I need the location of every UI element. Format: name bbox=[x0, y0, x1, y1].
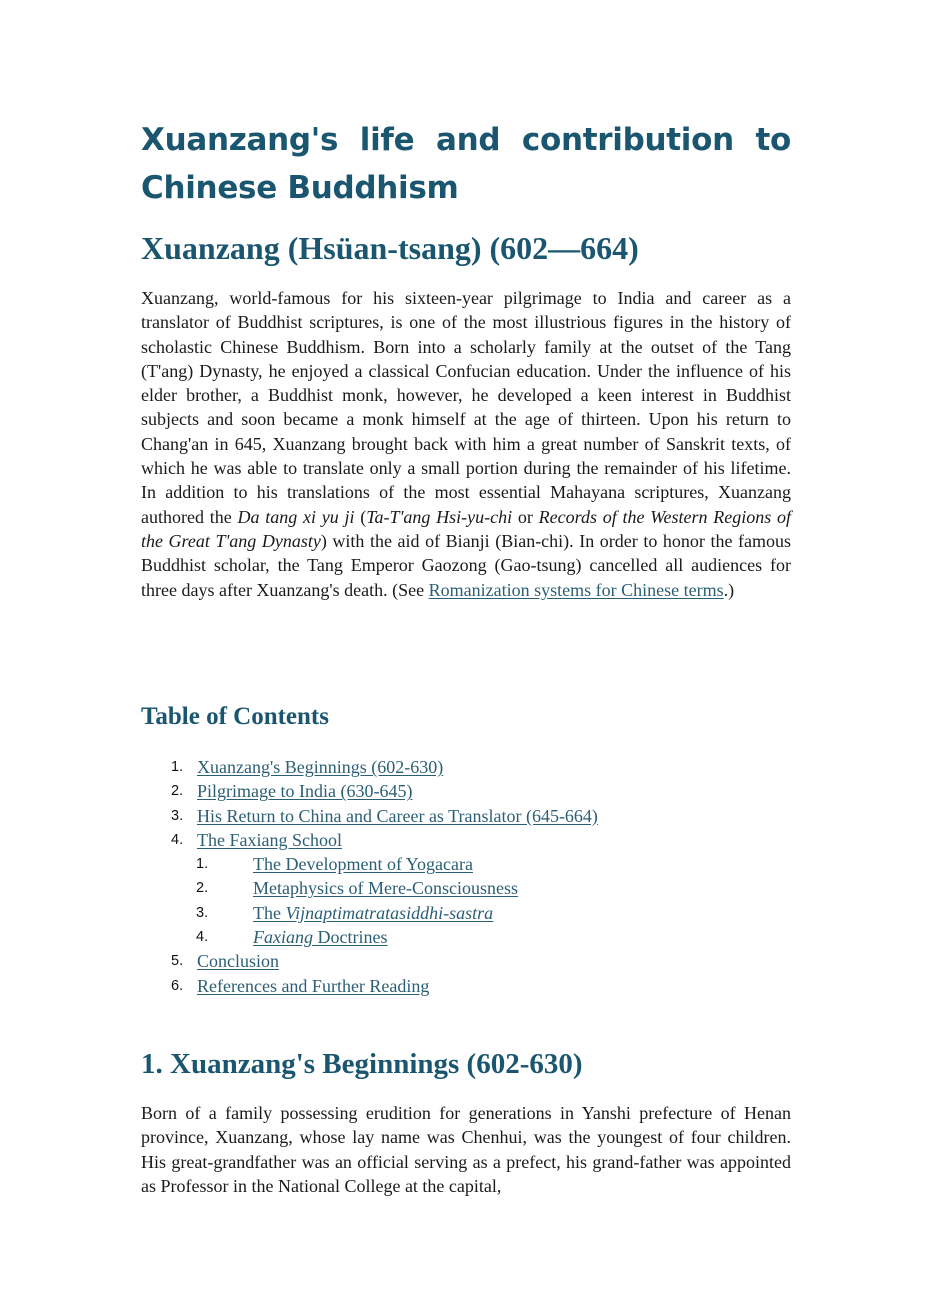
toc-number: 1. bbox=[171, 759, 184, 775]
toc-heading: Table of Contents bbox=[141, 703, 329, 730]
toc-link-pilgrimage[interactable]: Pilgrimage to India (630-645) bbox=[197, 781, 413, 802]
section-paragraph: Born of a family possessing erudition for generations in Yanshi prefecture of Henan province, Xuanzang, whose lay name was Chenhui, was the youngest of four children. His great-grandfather was an official serving as a prefect, his grand-father was appointed as Professor in the National College at the capital, bbox=[141, 1103, 791, 1196]
toc-item bbox=[141, 804, 791, 828]
toc-subitem bbox=[141, 901, 791, 925]
toc-link-faxiang-school[interactable]: The Faxiang School bbox=[197, 829, 342, 850]
toc-item bbox=[141, 755, 791, 779]
toc-number: 3. bbox=[171, 807, 184, 824]
toc-link-beginnings[interactable]: Xuanzang's Beginnings (602-630) bbox=[197, 757, 444, 777]
toc-link-faxiang-doctrines[interactable] bbox=[253, 925, 387, 949]
toc-link-text: Doctrines bbox=[313, 927, 388, 948]
romanization-link[interactable]: Romanization systems for Chinese terms bbox=[428, 579, 724, 600]
intro-italic-1: Da tang xi yu ji bbox=[237, 506, 355, 527]
toc-subitem bbox=[141, 925, 791, 949]
intro-text-2: ( bbox=[354, 506, 367, 527]
toc-link-metaphysics[interactable]: Metaphysics of Mere-Consciousness bbox=[253, 878, 518, 899]
toc-subitem bbox=[141, 876, 791, 900]
intro-text-1: Xuanzang, world-famous for his sixteen-year pilgrimage to India and career as a translator of Buddhist scriptures, is one of the most illustrious figures in the history of scholastic Chinese Buddhism. Born into a scholarly family at the outset of the Tang (T'ang) Dynasty, he enjoyed a classical Confucian education. Under the influence of his elder brother, a Buddhist monk, however, he developed a keen interest in Buddhist subjects and soon became a monk himself at the age of thirteen. Upon his return to Chang'an in 645, Xuanzang brought back with him a great number of Sanskrit texts, of which he was able to translate only a small portion during the remainder of his lifetime. In addition to his translations of the most essential Mahayana scriptures, Xuanzang authored the bbox=[141, 288, 791, 527]
intro-text-5: .) bbox=[723, 579, 735, 600]
toc-number: 6. bbox=[171, 977, 184, 994]
intro-text-4: ) with the aid of Bianji (Bian-chi). In order to honor the famous Buddhist scholar, the Tang Emperor Gaozong (Gao-tsung) cancelled all audiences for three days after Xuanzang's death. (See bbox=[141, 530, 791, 600]
toc-link-yogacara[interactable]: The Development of Yogacara bbox=[253, 854, 473, 875]
toc-subitem bbox=[141, 852, 791, 876]
toc-link-sastra[interactable] bbox=[253, 901, 493, 925]
toc-item bbox=[141, 828, 791, 852]
toc-link-italic: Faxiang bbox=[253, 927, 313, 948]
toc-link-text: The bbox=[253, 902, 286, 923]
toc-item bbox=[141, 779, 791, 803]
toc-number: 3. bbox=[196, 904, 209, 921]
toc-link-references[interactable]: References and Further Reading bbox=[197, 975, 430, 996]
toc-number: 1. bbox=[196, 856, 209, 873]
intro-text-3: or bbox=[512, 506, 539, 527]
toc-link-conclusion[interactable]: Conclusion bbox=[197, 951, 280, 972]
toc-number: 4. bbox=[196, 929, 209, 946]
toc-link-italic: Vijnaptimatratasiddhi-sastra bbox=[285, 902, 494, 923]
intro-italic-2: Ta-T'ang Hsi-yu-chi bbox=[366, 506, 513, 527]
toc-number: 4. bbox=[171, 831, 184, 848]
toc-item bbox=[141, 974, 791, 998]
toc-link-return[interactable]: His Return to China and Career as Translator (645-664) bbox=[197, 805, 598, 826]
table-of-contents bbox=[141, 755, 791, 998]
toc-number: 5. bbox=[171, 953, 184, 970]
section-heading: 1. Xuanzang's Beginnings (602-630) bbox=[141, 1048, 583, 1080]
intro-italic-3: Records of the Western Regions of the Great T'ang Dynasty bbox=[141, 506, 792, 551]
article-subtitle: Xuanzang (Hsüan-tsang) (602—664) bbox=[141, 230, 639, 266]
toc-item bbox=[141, 949, 791, 973]
page-title: Xuanzang's life and contribution to Chinese Buddhism bbox=[141, 122, 791, 206]
toc-number: 2. bbox=[196, 880, 209, 897]
intro-paragraph bbox=[141, 286, 791, 602]
toc-number: 2. bbox=[171, 783, 184, 800]
